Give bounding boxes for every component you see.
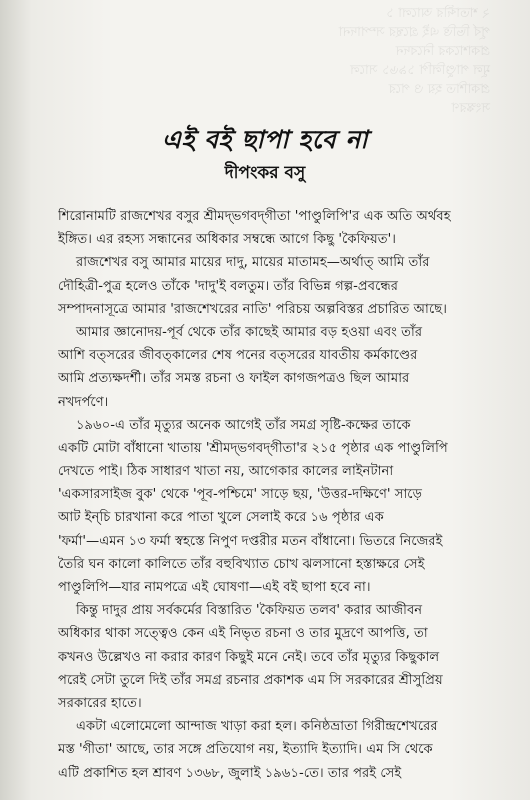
- bleed-line: ২ শতাব্দীর আলো ১: [385, 6, 490, 21]
- text-line: একটি মোটা বাঁধানো খাতায় 'শ্রীমদ্‌ভগবদ্‌গীতা'র ২১৫ পৃষ্ঠার এক পাণ্ডুলিপি: [58, 440, 448, 456]
- text-line: আট ইন্‌চি চারখানা করে পাতা খুলে সেলাই করে ১৬ পৃষ্ঠার এক: [58, 510, 384, 526]
- bleed-line: প্রকাশকের নিবেদন: [395, 44, 490, 59]
- bleed-line: পূর্ব ভিত্তি এই গ্রন্থের সম্পাদনা: [338, 25, 490, 40]
- text-line: কখনও উল্লেখও না করার কারণ কিছুই মনে নেই। তবে তাঁর মৃত্যুর কিছুকাল: [58, 649, 440, 665]
- bleed-line: সংস্করণ: [451, 101, 490, 116]
- article-body: [58, 205, 483, 785]
- text-line: পাণ্ডুলিপি—যার নামপত্রে এই ঘোষণা—এই বই ছাপা হবে না।: [58, 580, 371, 595]
- text-line: পরেই সেটা তুলে দিই তাঁর সমগ্র রচনার প্রকাশক এম সি সরকারের শ্রীসুপ্রিয়: [58, 672, 443, 688]
- text-line: দৌহিত্রী-পুত্র হলেও তাঁকে 'দাদু'ই বলতুম। তাঁর বিভিন্ন গল্প-প্রবন্ধের: [58, 278, 399, 294]
- bleed-line: প্রকাশিত হয় ও পরে: [388, 82, 490, 97]
- text-line: আশি বত্‌সরের জীবত্‌কালের শেষ পনের বত্‌সরের যাবতীয় কর্মকাণ্ডের: [58, 348, 418, 364]
- text-line: সম্পাদনাসূত্রে আমার 'রাজশেখরের নাতি' পরিচয় অল্পবিস্তর প্রচারিত আছে।: [58, 301, 447, 317]
- text-line: আমি প্রত্যক্ষদর্শী। তাঁর সমস্ত রচনা ও ফাইল কাগজপত্রও ছিল আমার: [58, 371, 410, 387]
- text-line: রাজশেখর বসু আমার মায়ের দাদু, মায়ের মাতামহ—অর্থাত্‌ আমি তাঁর: [76, 255, 430, 271]
- text-line: অধিকার থাকা সত্ত্বেও কেন এই নিভৃত রচনা ও তার মুদ্রণে আপত্তি, তা: [58, 626, 428, 642]
- text-line: 'একসারসাইজ বুক' থেকে 'পূব-পশ্চিমে' সাড়ে ছয়, 'উত্তর-দক্ষিণে' সাড়ে: [58, 487, 423, 503]
- text-line: একটা এলোমেলো আন্দাজ খাড়া করা হল। কনিষ্ঠভ্রাতা গিরীন্দ্রশেখরের: [76, 719, 438, 735]
- bleed-through-text: [0, 4, 530, 116]
- text-line: শিরোনামটি রাজশেখর বসুর শ্রীমদ্‌ভগবদ্‌গীতা 'পাণ্ডুলিপি'র এক অতি অর্থবহ: [58, 209, 451, 224]
- text-line: 'ফর্মা'—এমন ১৩ ফর্মা স্বহস্তে নিপুণ দপ্তরীর মতন বাঁধানো। ভিতরে নিজেরই: [58, 533, 443, 549]
- article-author: দীপংকর বসু: [224, 163, 306, 183]
- text-line: মস্ত 'গীতা' আছে, তার সঙ্গে প্রতিযোগ নয়, ইত্যাদি ইত্যাদি। এম সি থেকে: [58, 742, 433, 758]
- text-line: এটি প্রকাশিত হল শ্রাবণ ১৩৬৮, জুলাই ১৯৬১-তে। তার পরই সেই: [58, 765, 402, 781]
- text-line: তৈরি ঘন কালো কালিতে তাঁর বহুবিখ্যাত চোখ ঝলসানো হস্তাক্ষরে সেই: [58, 556, 425, 572]
- article-title: এই বই ছাপা হবে না: [161, 125, 369, 154]
- text-line: নখদর্পণে।: [58, 394, 109, 410]
- text-line: ইঙ্গিত। এর রহস্য সন্ধানের অধিকার সম্বন্ধে আগে কিছু 'কৈফিয়ত'।: [58, 232, 396, 248]
- text-line: আমার জ্ঞানোদয়-পূর্ব থেকে তাঁর কাছেই আমার বড় হওয়া এবং তাঁর: [76, 324, 423, 340]
- text-line: সরকারের হাতে।: [58, 695, 142, 711]
- text-line: কিন্তু দাদুর প্রায় সর্বকর্মের বিস্তারিত 'কৈফিয়ত তলব' করার আজীবন: [76, 603, 423, 619]
- text-line: দেখতে পাই। ঠিক সাধারণ খাতা নয়, আগেকার কালের লাইনটানা: [58, 464, 394, 480]
- bleed-line: মূল পাণ্ডুলিপি ১৯৬১ সালে: [350, 63, 490, 78]
- text-line: ১৯৬০-এ তাঁর মৃত্যুর অনেক আগেই তাঁর সমগ্র সৃষ্টি-কক্ষের তাকে: [76, 417, 411, 433]
